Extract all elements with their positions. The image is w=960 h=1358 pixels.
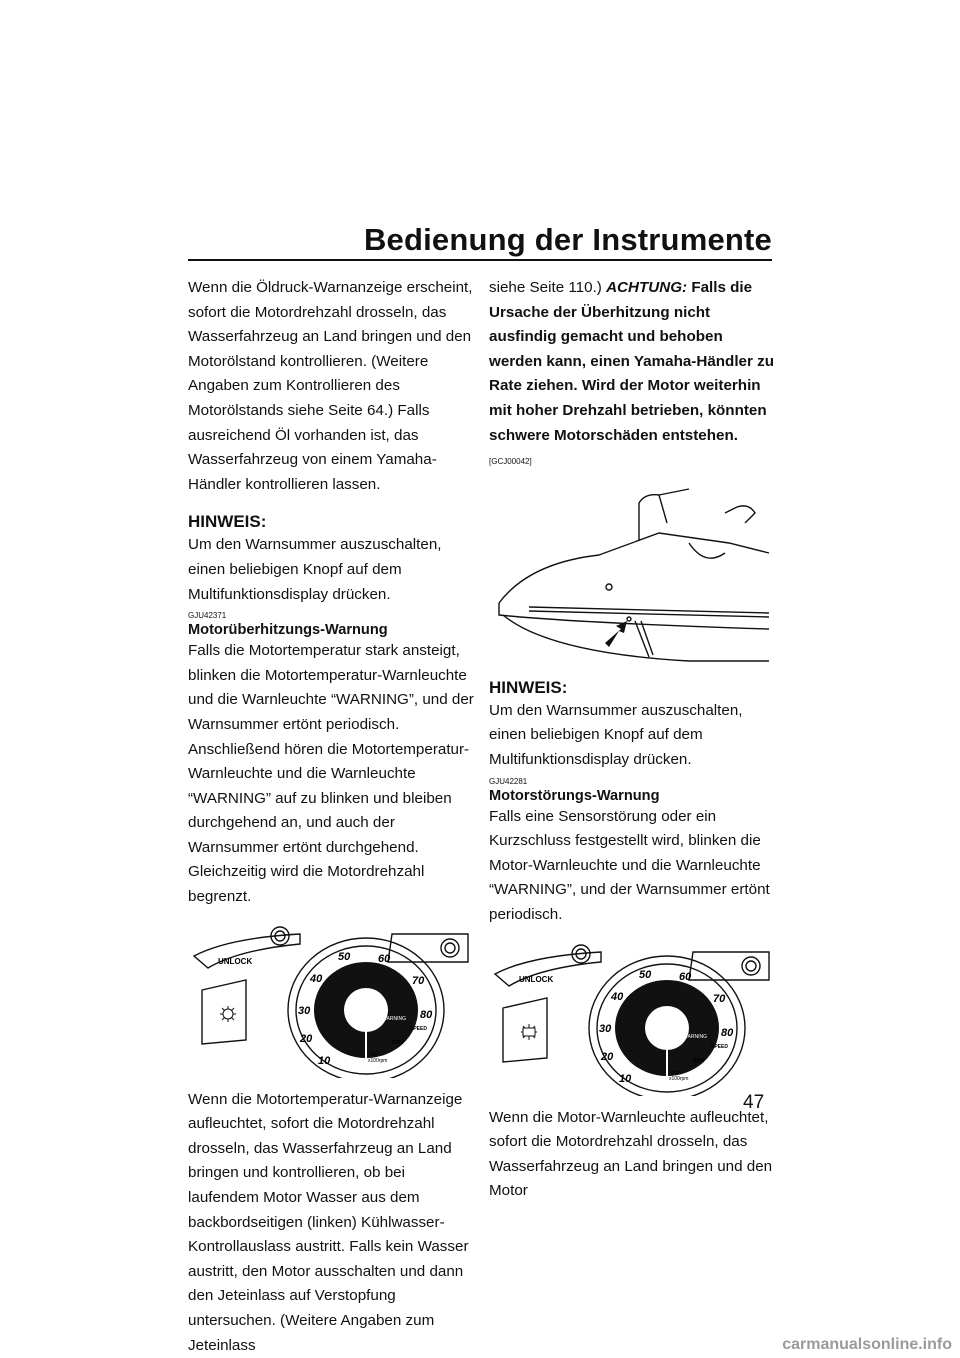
title-rule: [188, 259, 772, 261]
speed-label: SPEED: [410, 1025, 427, 1032]
gauge2-num-20: 20: [601, 1050, 614, 1063]
page-title: Bedienung der Instrumente: [363, 222, 772, 257]
gauge2-num-60: 60: [679, 970, 692, 983]
mph-label: mph: [370, 1051, 380, 1058]
gauge2-num-70: 70: [713, 992, 726, 1005]
gauge-num-10: 10: [318, 1054, 331, 1067]
right-column: [489, 276, 775, 1204]
gauge2-num-80: 80: [721, 1026, 734, 1039]
section-code: GJU42371: [188, 611, 227, 621]
gauge2-num-40: 40: [611, 990, 624, 1003]
gauge-num-40: 40: [310, 972, 323, 985]
warning-label: WARNING: [382, 1015, 406, 1022]
watercraft-figure: [489, 483, 775, 663]
gauge-num-30: 30: [298, 1004, 311, 1017]
continued-text: siehe Seite 110.): [489, 279, 602, 296]
warning-label-2: WARNING: [683, 1033, 707, 1040]
engine-warning-paragraph: Wenn die Motor-Warnleuchte aufleuchtet, sofort die Motordrehzahl drosseln, das Wasserfahrzeug an Land bringen und den Motor: [489, 1108, 773, 1200]
gauge2-num-30: 30: [599, 1022, 612, 1035]
page-number: 47: [743, 1092, 765, 1113]
caution-label: ACHTUNG:: [606, 279, 688, 296]
unlock-label-2: UNLOCK: [519, 974, 554, 984]
temperature-warning-paragraph: Wenn die Motortemperatur-Warnanzeige aufleuchtet, sofort die Motordrehzahl drosseln, das Wasserfahrzeug an Land bringen und kontrollieren, ob bei laufendem Motor Wasser aus dem backbordseitigen (linken) Kühlwasser-Kontrollauslass austritt. Falls kein Wasser austritt, den Motor ausschalten und dann den Jeteinlass auf Verstopfung untersuchen. (Weitere Angaben zum Jeteinlass: [188, 1090, 469, 1354]
gauge-figure-engine: [489, 936, 775, 1096]
section-heading-overheat: Motorüberhitzungs-Warnung: [188, 622, 388, 639]
section-code-right: GJU42281: [489, 776, 528, 786]
caution-text: Falls die Ursache der Überhitzung nicht ausfindig gemacht und behoben werden kann, einen Yamaha-Händler zu Rate ziehen. Wird der Motor weiterhin mit hoher Drehzahl betrieben, könnten schwere Motorschäden entstehen.: [489, 279, 774, 444]
gauge2-num-10: 10: [619, 1072, 632, 1085]
unlock-label: UNLOCK: [218, 956, 253, 966]
rpm-label: RPM: [392, 1039, 404, 1046]
note-text: Um den Warnsummer auszuschalten, einen beliebigen Knopf auf dem Multifunktionsdisplay drücken.: [188, 536, 442, 603]
gauge2-num-50: 50: [639, 968, 652, 981]
gauge-num-20: 20: [300, 1032, 313, 1045]
left-column: [188, 276, 474, 1358]
speed-label-2: SPEED: [711, 1043, 728, 1050]
gauge-num-80: 80: [420, 1008, 433, 1021]
note-heading-right: HINWEIS:: [489, 677, 568, 697]
gauge-num-60: 60: [378, 952, 391, 965]
gauge-num-50: 50: [338, 950, 351, 963]
rpm-label-2: RPM: [693, 1057, 705, 1064]
caution-paragraph: [489, 276, 775, 475]
watermark: carmanualsonline.info: [782, 1336, 952, 1353]
x100rpm-label-2: x100rpm: [669, 1075, 689, 1082]
note-heading: HINWEIS:: [188, 512, 267, 532]
caution-code: [GCJ00042]: [489, 457, 532, 467]
engine-warning-text: Falls eine Sensorstörung oder ein Kurzschluss festgestellt wird, blinken die Motor-Warnleuchte und die Warnleuchte “WARNING”, und der Warnsummer ertönt periodisch.: [489, 807, 770, 923]
gauge-num-70: 70: [412, 974, 425, 987]
gauge-figure-temperature: [188, 918, 474, 1078]
oil-pressure-paragraph: Wenn die Öldruck-Warnanzeige erscheint, sofort die Motordrehzahl drosseln, das Wasserfahrzeug an Land bringen und den Motorölstand kontrollieren. (Weitere Angaben zum Kontrollieren des Motorölstands siehe Seite 64.) Falls ausreichend Öl vorhanden ist, das Wasserfahrzeug von einem Yamaha-Händler kontrollieren lassen.: [188, 279, 473, 493]
overheat-text: Falls die Motortemperatur stark ansteigt, blinken die Motortemperatur-Warnleuchte und die Warnleuchte “WARNING”, und der Warnsummer ertönt periodisch. Anschließend hören die Motortemperatur-Warnleuchte und die Warnleuchte “WARNING” auf zu blinken und bleiben durchgehend an, und auch der Warnsummer ertönt durchgehend. Gleichzeitig wird die Motordrehzahl begrenzt.: [188, 642, 474, 906]
mph-label-2: mph: [671, 1069, 681, 1076]
note-text-right: Um den Warnsummer auszuschalten, einen beliebigen Knopf auf dem Multifunktionsdisplay drücken.: [489, 701, 743, 768]
x100rpm-label: x100rpm: [368, 1057, 388, 1064]
section-heading-engine: Motorstörungs-Warnung: [489, 787, 660, 804]
